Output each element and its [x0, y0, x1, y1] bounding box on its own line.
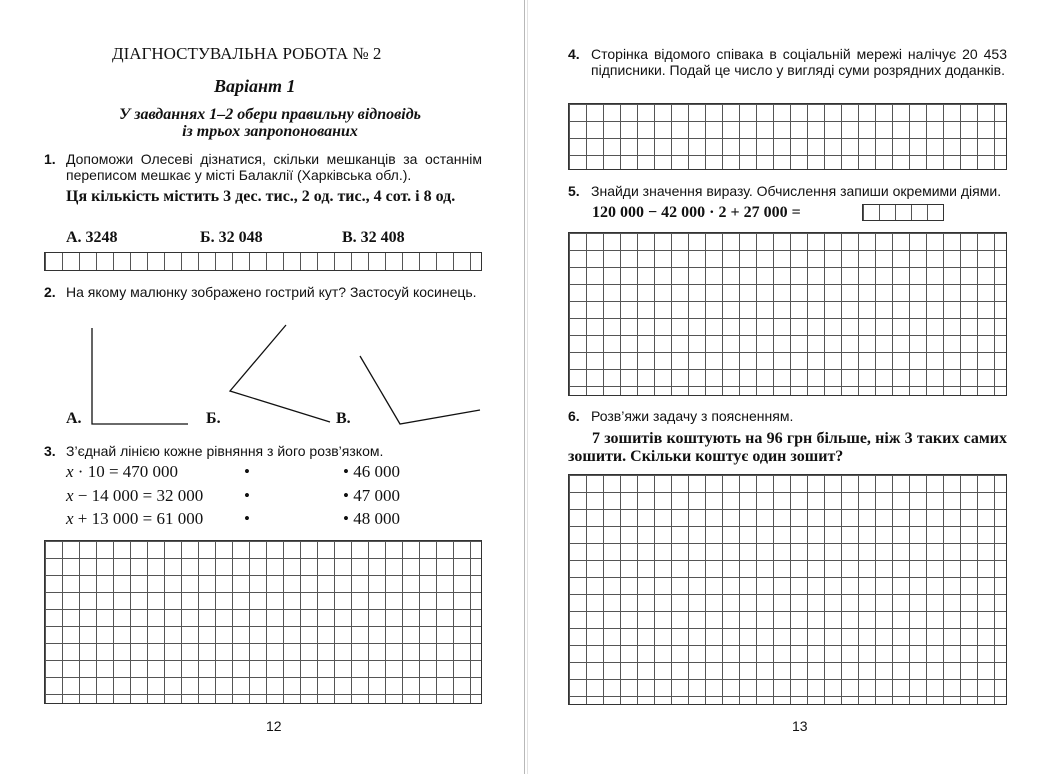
page-number-right: 13: [792, 718, 808, 734]
task-5-text: Знайди значення виразу. Обчислення запиши окремими діями.: [591, 183, 1002, 199]
task-4-text: Сторінка відомого співака в соціальній мережі налічує 20 453 підписники. Подай це число у вигляді суми розрядних доданків.: [591, 46, 1007, 78]
book-spine-shadow: [527, 0, 528, 774]
page-number-left: 12: [266, 718, 282, 734]
angle-c: [360, 356, 480, 424]
angle-label-c[interactable]: В.: [336, 410, 351, 427]
book-spine: [524, 0, 525, 774]
task-2-number: 2.: [44, 284, 56, 300]
task-5-number: 5.: [568, 183, 580, 199]
task-4-number: 4.: [568, 46, 580, 62]
answer-3[interactable]: • 48 000: [343, 509, 400, 528]
equation-1: x · 10 = 470 000: [66, 462, 179, 481]
task-2-text: На якому малюнку зображено гострий кут? Застосуй косинець.: [66, 284, 477, 300]
task-5-grid[interactable]: [568, 232, 1007, 396]
task-1-text: Допоможи Олесеві дізнатися, скільки мешканців за останнім переписом мешкає у місті Балаклії (Харківська обл.).: [66, 151, 482, 183]
task-1-number: 1.: [44, 151, 56, 167]
page-title: ДІАГНОСТУВАЛЬНА РОБОТА № 2: [112, 44, 382, 63]
task-6-number: 6.: [568, 408, 580, 424]
task-1-option-a[interactable]: А. 3248: [66, 229, 118, 246]
equation-2-dot[interactable]: •: [244, 486, 250, 505]
task-5-answer-box[interactable]: [862, 204, 944, 221]
instruction-line-1: У завданнях 1–2 обери правильну відповідь: [119, 106, 421, 123]
task-6-grid[interactable]: [568, 474, 1007, 705]
task-6-text: Розв’яжи задачу з поясненням.: [591, 408, 794, 424]
angle-b: [230, 325, 330, 422]
angle-label-b[interactable]: Б.: [206, 410, 221, 427]
equation-2: x − 14 000 = 32 000: [66, 486, 204, 505]
task-3-grid[interactable]: [44, 540, 482, 704]
task-3-text: З’єднай лінією кожне рівняння з його розв’язком.: [66, 443, 384, 459]
task-6-problem: 7 зошитів коштують на 96 грн більше, ніж 3 таких самих зошити. Скільки коштує один зошит?: [568, 430, 1007, 465]
answer-2[interactable]: • 47 000: [343, 486, 400, 505]
variant-heading: Варіант 1: [214, 76, 296, 96]
task-1-statement: Ця кількість містить 3 дес. тис., 2 од. тис., 4 сот. і 8 од.: [66, 188, 456, 205]
angle-label-a[interactable]: А.: [66, 410, 82, 427]
task-1-answer-strip[interactable]: [44, 252, 482, 271]
task-1-option-c[interactable]: В. 32 408: [342, 229, 405, 246]
task-5-expression: 120 000 − 42 000 · 2 + 27 000 =: [592, 204, 801, 221]
task-3-number: 3.: [44, 443, 56, 459]
equation-1-dot[interactable]: •: [244, 462, 250, 481]
task-1-option-b[interactable]: Б. 32 048: [200, 229, 263, 246]
angle-a: [92, 328, 188, 424]
angles-figure: [40, 318, 490, 430]
equation-3: x + 13 000 = 61 000: [66, 509, 204, 528]
instruction-line-2: із трьох запропонованих: [182, 123, 358, 140]
answer-1[interactable]: • 46 000: [343, 462, 400, 481]
equation-3-dot[interactable]: •: [244, 509, 250, 528]
task-4-grid[interactable]: [568, 103, 1007, 170]
